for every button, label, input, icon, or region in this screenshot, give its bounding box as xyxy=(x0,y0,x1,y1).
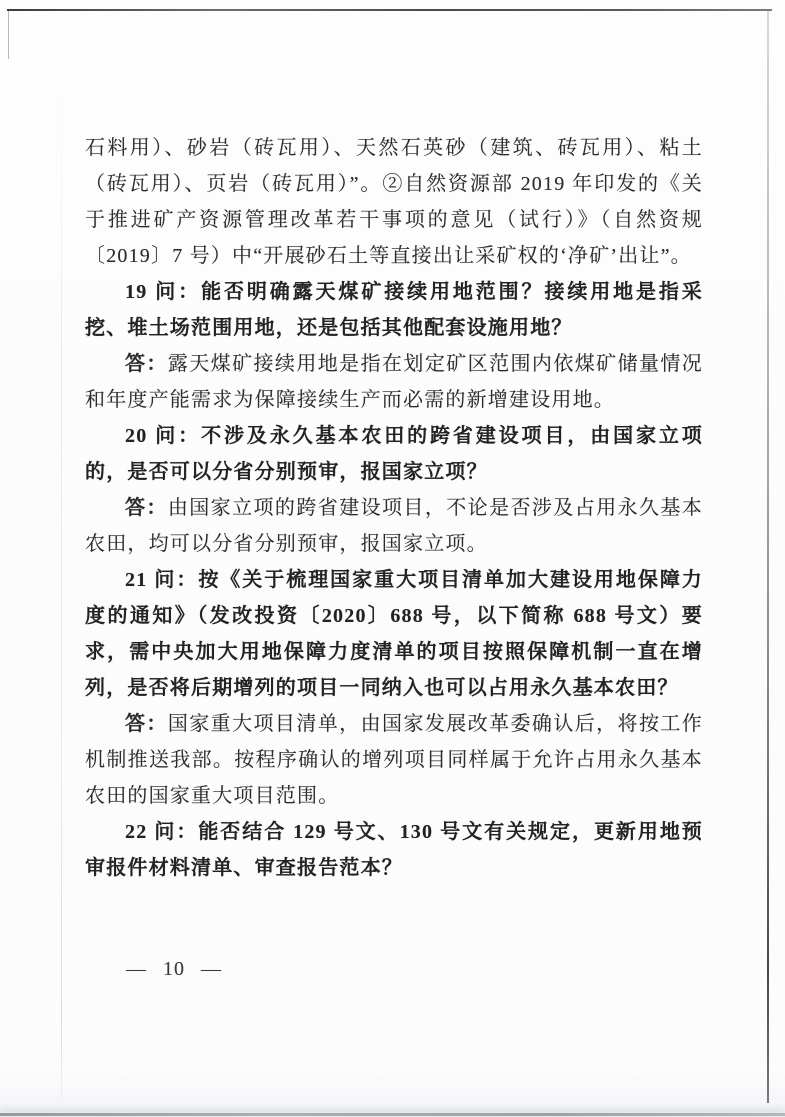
question-text: 不涉及永久基本农田的跨省建设项目，由国家立项的，是否可以分省分别预审，报国家立项？ xyxy=(85,425,703,483)
answer-text: 国家重大项目清单，由国家发展改革委确认后，将按工作机制推送我部。按程序确认的增列项目同样属于允许占用永久基本农田的国家重大项目范围。 xyxy=(85,713,704,807)
scan-edge-left-tick xyxy=(8,11,9,59)
paragraph-text: 石料用）、砂岩（砖瓦用）、天然石英砂（建筑、砖瓦用）、粘土（砖瓦用）、页岩（砖瓦用）”。②自然资源部 2019 年印发的《关于推进矿产资源管理改革若干事项的意见（试行）》（自然资规〔2019〕7 号）中“开展砂石土等直接出让采矿权的‘净矿’出让”。 xyxy=(85,137,703,267)
answer-label: 答： xyxy=(125,497,168,519)
document-body xyxy=(85,130,703,886)
question-text: 能否明确露天煤矿接续用地范围？接续用地是指采挖、堆土场范围用地，还是包括其他配套设施用地？ xyxy=(85,281,703,339)
paragraph-question-22 xyxy=(85,814,703,886)
answer-label: 答： xyxy=(125,353,168,375)
question-text: 能否结合 129 号文、130 号文有关规定，更新用地预审报件材料清单、审查报告范本？ xyxy=(85,821,704,879)
question-text: 按《关于梳理国家重大项目清单加大建设用地保障力度的通知》（发改投资〔2020〕688 号，以下简称 688 号文）要求，需中央加大用地保障力度清单的项目按照保障机制一直在增列，是否将后期增列的项目一同纳入也可以占用永久基本农田？ xyxy=(85,569,703,699)
scan-edge-top xyxy=(7,9,772,11)
paragraph-question-19 xyxy=(85,274,703,346)
question-number-label: 19 问： xyxy=(125,281,202,303)
paragraph-answer-20 xyxy=(85,490,703,562)
scan-edge-bottom xyxy=(0,1113,785,1116)
answer-text: 露天煤矿接续用地是指在划定矿区范围内依煤矿储量情况和年度产能需求为保障接续生产而必需的新增建设用地。 xyxy=(85,353,704,411)
paragraph-answer-19 xyxy=(85,346,703,418)
answer-text: 由国家立项的跨省建设项目，不论是否涉及占用永久基本农田，均可以分省分别预审，报国家立项。 xyxy=(85,497,704,555)
question-number-label: 21 问： xyxy=(125,569,199,591)
scan-fold-line xyxy=(61,95,62,1100)
page-number: — 10 — xyxy=(126,958,222,980)
question-number-label: 22 问： xyxy=(125,821,199,843)
question-number-label: 20 问： xyxy=(125,425,202,447)
paragraph-question-21 xyxy=(85,562,703,706)
scan-edge-right xyxy=(767,11,769,1103)
paragraph-question-20 xyxy=(85,418,703,490)
paragraph-answer-21 xyxy=(85,706,703,814)
paragraph-continuation xyxy=(85,130,703,274)
answer-label: 答： xyxy=(125,713,168,735)
